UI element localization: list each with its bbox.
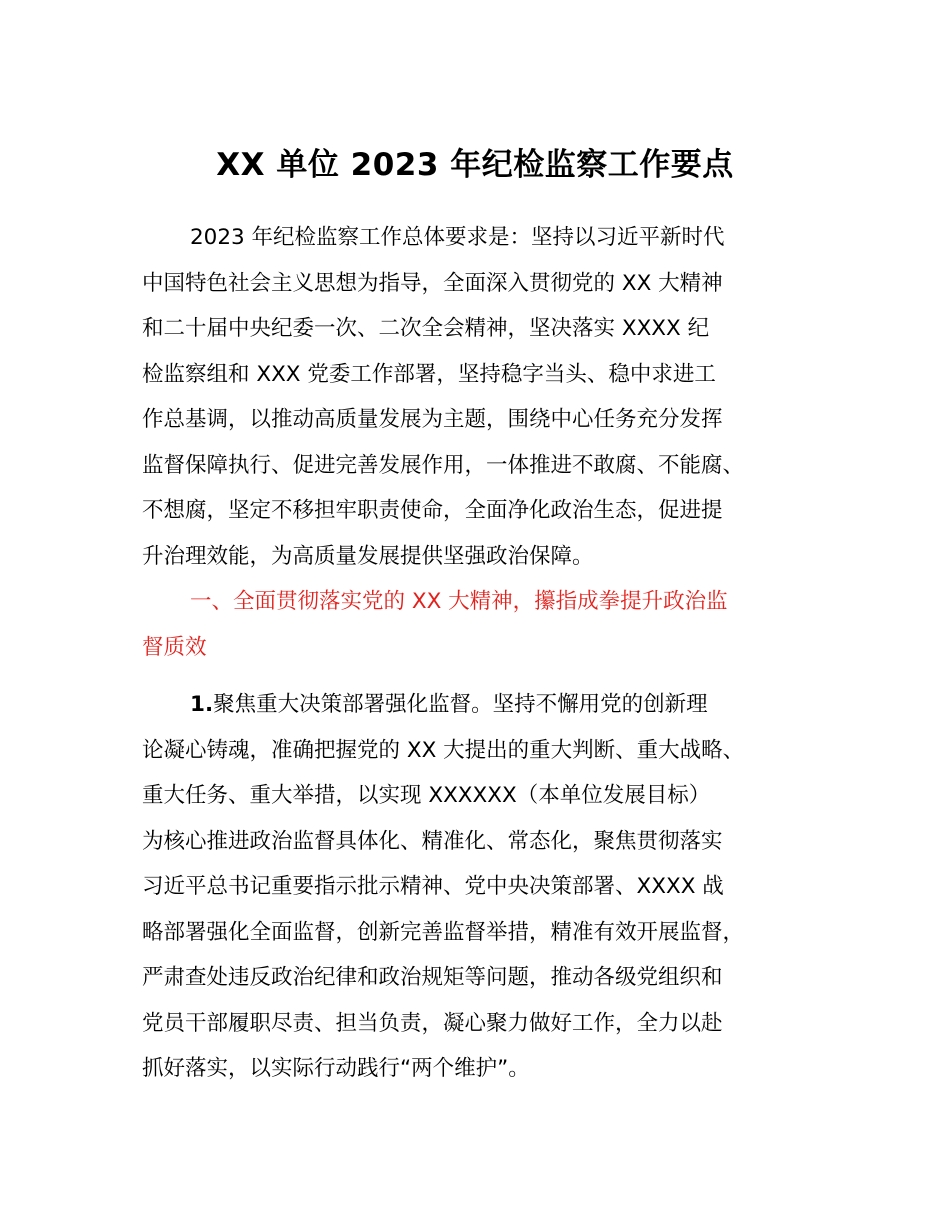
item-line-text: 聚焦重大决策部署强化监督。坚持不懈用党的创新理 [213, 692, 708, 717]
item-line: 略部署强化全面监督，创新完善监督举措，精准有效开展监督， [142, 919, 745, 945]
item-first-line [142, 682, 842, 728]
intro-paragraph [142, 215, 842, 579]
intro-line: 监督保障执行、促进完善发展作用，一体推进不敢腐、不能腐、 [142, 452, 745, 478]
intro-line: 不想腐，坚定不移担牢职责使命，全面净化政治生态，促进提 [142, 498, 723, 523]
item-line: 重大任务、重大举措，以实现 XXXXXX（本单位发展目标） [142, 783, 711, 808]
item-number: 1. [190, 692, 214, 717]
section-heading [142, 579, 842, 670]
item-line: 为核心推进政治监督具体化、精准化、常态化，聚焦贯彻落实 [142, 828, 723, 854]
document-title: XX 单位 2023 年纪检监察工作要点 [216, 147, 734, 183]
intro-line: 升治理效能，为高质量发展提供坚强政治保障。 [142, 543, 594, 569]
intro-line: 检监察组和 XXX 党委工作部署，坚持稳字当头、稳中求进工 [142, 361, 716, 387]
section-heading-line: 一、全面贯彻落实党的 XX 大精神，攥指成拳提升政治监 [190, 589, 728, 614]
intro-line: 作总基调，以推动高质量发展为主题，围绕中心任务充分发挥 [142, 407, 723, 432]
intro-line: 和二十届中央纪委一次、二次全会精神，坚决落实 XXXX 纪 [142, 316, 710, 341]
intro-line: 2023 年纪检监察工作总体要求是：坚持以习近平新时代 [190, 225, 725, 250]
section-heading-line: 督质效 [142, 634, 207, 660]
item-line: 习近平总书记重要指示批示精神、党中央决策部署、XXXX 战 [142, 874, 724, 899]
item-line: 论凝心铸魂，准确把握党的 XX 大提出的重大判断、重大战略、 [142, 737, 745, 763]
intro-line: 中国特色社会主义思想为指导，全面深入贯彻党的 XX 大精神 [142, 270, 723, 296]
item-line: 抓好落实，以实际行动践行“两个维护”。 [142, 1056, 530, 1081]
item-line: 党员干部履职尽责、担当负责，凝心聚力做好工作，全力以赴 [142, 1010, 723, 1036]
item-line: 严肃查处违反政治纪律和政治规矩等问题，推动各级党组织和 [142, 965, 723, 990]
item-paragraph [142, 682, 842, 1092]
